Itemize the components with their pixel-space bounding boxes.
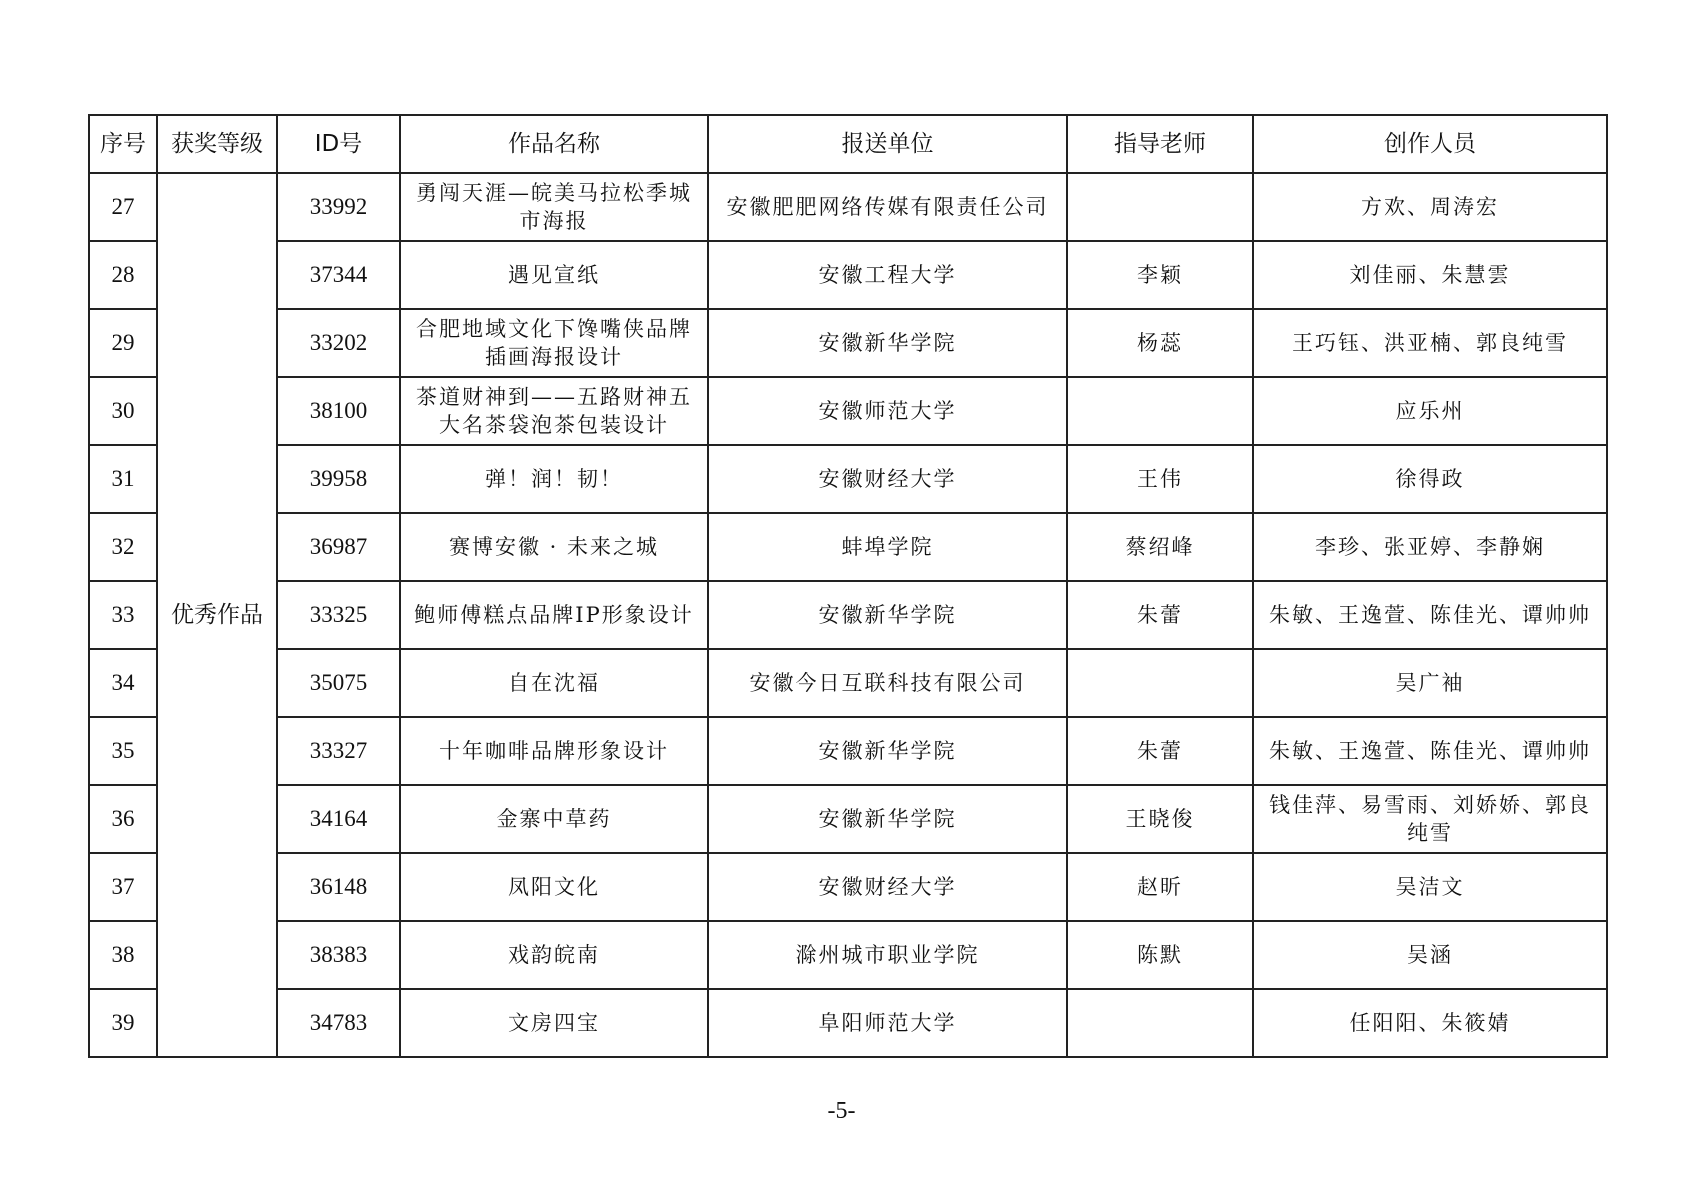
cell-id: 35075 [277,649,400,717]
cell-id: 36987 [277,513,400,581]
header-id: ID号 [277,115,400,173]
cell-submitting-unit: 安徽肥肥网络传媒有限责任公司 [708,173,1067,241]
cell-creators: 钱佳萍、易雪雨、刘娇娇、郭良纯雪 [1253,785,1607,853]
cell-advisor [1067,989,1253,1057]
cell-id: 33325 [277,581,400,649]
cell-submitting-unit: 安徽新华学院 [708,309,1067,377]
cell-id: 34783 [277,989,400,1057]
cell-advisor [1067,377,1253,445]
table-row [89,853,1607,921]
cell-submitting-unit: 安徽新华学院 [708,785,1067,853]
header-submitting-unit: 报送单位 [708,115,1067,173]
cell-submitting-unit: 安徽财经大学 [708,853,1067,921]
cell-work-title: 鲍师傅糕点品牌IP形象设计 [400,581,708,649]
cell-serial: 36 [89,785,157,853]
cell-advisor [1067,649,1253,717]
header-row [89,115,1607,173]
cell-id: 33327 [277,717,400,785]
cell-advisor [1067,173,1253,241]
cell-submitting-unit: 安徽今日互联科技有限公司 [708,649,1067,717]
table-row [89,309,1607,377]
cell-work-title: 文房四宝 [400,989,708,1057]
cell-submitting-unit: 安徽工程大学 [708,241,1067,309]
cell-advisor: 朱蕾 [1067,717,1253,785]
cell-work-title: 赛博安徽 · 未来之城 [400,513,708,581]
header-award-level: 获奖等级 [157,115,277,173]
cell-id: 37344 [277,241,400,309]
cell-advisor: 朱蕾 [1067,581,1253,649]
cell-id: 38100 [277,377,400,445]
header-advisor: 指导老师 [1067,115,1253,173]
cell-serial: 39 [89,989,157,1057]
cell-serial: 30 [89,377,157,445]
cell-creators: 应乐州 [1253,377,1607,445]
cell-advisor: 王伟 [1067,445,1253,513]
cell-serial: 33 [89,581,157,649]
cell-serial: 28 [89,241,157,309]
cell-creators: 朱敏、王逸萱、陈佳光、谭帅帅 [1253,717,1607,785]
table-row [89,377,1607,445]
cell-submitting-unit: 安徽师范大学 [708,377,1067,445]
cell-creators: 朱敏、王逸萱、陈佳光、谭帅帅 [1253,581,1607,649]
cell-creators: 吴广袖 [1253,649,1607,717]
page-number: -5- [827,1098,856,1124]
cell-creators: 刘佳丽、朱慧雲 [1253,241,1607,309]
cell-creators: 吴涵 [1253,921,1607,989]
cell-work-title: 弹！润！韧！ [400,445,708,513]
table-row [89,921,1607,989]
cell-advisor: 李颖 [1067,241,1253,309]
cell-submitting-unit: 安徽财经大学 [708,445,1067,513]
cell-submitting-unit: 阜阳师范大学 [708,989,1067,1057]
table-row [89,513,1607,581]
cell-work-title: 戏韵皖南 [400,921,708,989]
cell-serial: 32 [89,513,157,581]
cell-id: 33992 [277,173,400,241]
cell-id: 38383 [277,921,400,989]
table-row [89,173,1607,241]
cell-advisor: 杨蕊 [1067,309,1253,377]
cell-submitting-unit: 蚌埠学院 [708,513,1067,581]
cell-id: 36148 [277,853,400,921]
table-row [89,989,1607,1057]
cell-creators: 李珍、张亚婷、李静娴 [1253,513,1607,581]
cell-serial: 35 [89,717,157,785]
table-row [89,581,1607,649]
cell-submitting-unit: 安徽新华学院 [708,581,1067,649]
cell-award-level: 优秀作品 [157,173,277,1057]
cell-submitting-unit: 安徽新华学院 [708,717,1067,785]
cell-id: 39958 [277,445,400,513]
cell-work-title: 自在沈福 [400,649,708,717]
cell-creators: 吴洁文 [1253,853,1607,921]
cell-advisor: 蔡绍峰 [1067,513,1253,581]
cell-creators: 方欢、周涛宏 [1253,173,1607,241]
cell-serial: 27 [89,173,157,241]
cell-serial: 37 [89,853,157,921]
cell-work-title: 勇闯天涯—皖美马拉松季城市海报 [400,173,708,241]
cell-serial: 29 [89,309,157,377]
cell-work-title: 合肥地域文化下馋嘴侠品牌插画海报设计 [400,309,708,377]
table-row [89,785,1607,853]
cell-work-title: 金寨中草药 [400,785,708,853]
header-work-title: 作品名称 [400,115,708,173]
cell-creators: 任阳阳、朱筱婧 [1253,989,1607,1057]
header-creators: 创作人员 [1253,115,1607,173]
cell-work-title: 遇见宣纸 [400,241,708,309]
cell-submitting-unit: 滁州城市职业学院 [708,921,1067,989]
awards-table [88,114,1608,1058]
table-row [89,717,1607,785]
cell-id: 33202 [277,309,400,377]
cell-work-title: 十年咖啡品牌形象设计 [400,717,708,785]
cell-id: 34164 [277,785,400,853]
table-row [89,445,1607,513]
cell-advisor: 陈默 [1067,921,1253,989]
cell-advisor: 王晓俊 [1067,785,1253,853]
cell-serial: 34 [89,649,157,717]
cell-work-title: 茶道财神到——五路财神五大名茶袋泡茶包装设计 [400,377,708,445]
cell-creators: 徐得政 [1253,445,1607,513]
header-serial: 序号 [89,115,157,173]
cell-serial: 31 [89,445,157,513]
table-row [89,649,1607,717]
cell-work-title: 凤阳文化 [400,853,708,921]
table-row [89,241,1607,309]
cell-serial: 38 [89,921,157,989]
cell-advisor: 赵昕 [1067,853,1253,921]
cell-creators: 王巧钰、洪亚楠、郭良纯雪 [1253,309,1607,377]
